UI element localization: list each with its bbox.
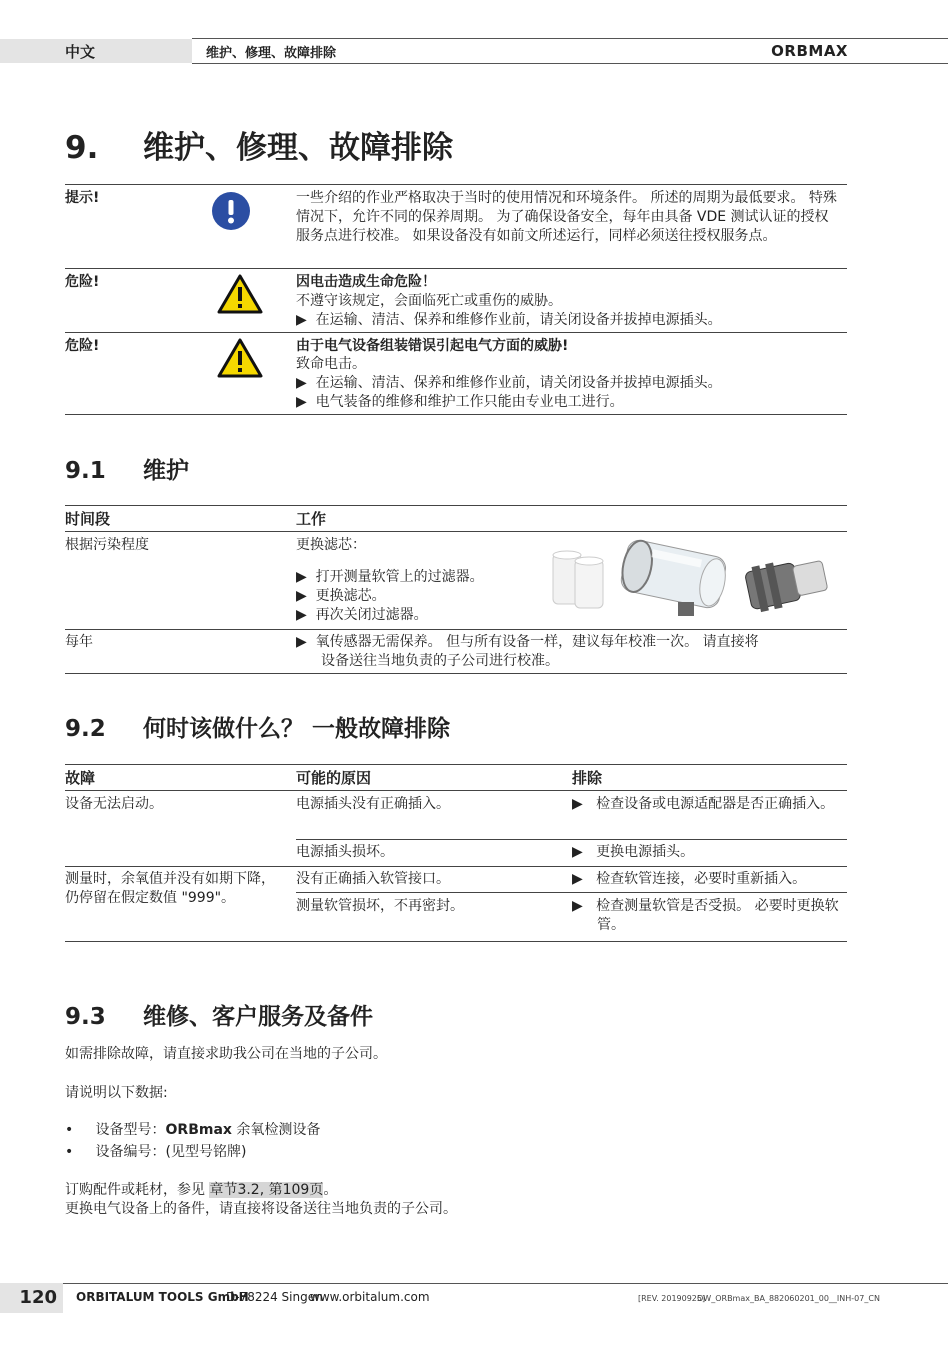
section-heading: 9.3 维修、客户服务及备件 xyxy=(65,1004,373,1030)
remedy-cell: ▶ 检查软管连接，必要时重新插入。 xyxy=(572,871,807,887)
language-label: 中文 xyxy=(65,43,96,61)
divider xyxy=(65,505,847,506)
divider xyxy=(65,414,847,415)
column-header: 可能的原因 xyxy=(296,769,372,787)
work-step-continued: 设备送往当地负责的子公司进行校准。 xyxy=(321,653,559,669)
danger-title: 因电击造成生命危险！ xyxy=(296,274,436,290)
work-step: ▶ 打开测量软管上的过滤器。 xyxy=(296,569,484,585)
divider xyxy=(65,531,847,532)
footer-address: D-78224 Singen xyxy=(226,1290,323,1304)
service-intro: 如需排除故障，请直接求助我公司在当地的子公司。 xyxy=(65,1046,387,1062)
hint-text: 一些介绍的作业严格取决于当时的使用情况和环境条件。 所述的周期为最低要求。 特殊情况下，允许不同的保养周期。 为了确保设备安全，每年由具备 VDE 测试认证的授权服务点进行校准。 如果设备没有如前文所述运行，同样必须送往授权服务点。 xyxy=(296,190,837,244)
divider xyxy=(65,268,847,269)
electrical-parts-text: 更换电气设备上的备件，请直接将设备送往当地负责的子公司。 xyxy=(65,1201,457,1217)
hint-label: 提示! xyxy=(65,190,100,206)
list-item: • 设备型号：ORBmax 余氧检测设备 xyxy=(65,1122,321,1138)
footer-rule xyxy=(63,1283,948,1284)
danger-step: ▶ 电气装备的维修和维护工作只能由专业电工进行。 xyxy=(296,394,624,410)
divider xyxy=(296,892,847,893)
divider xyxy=(65,332,847,333)
cause-cell: 电源插头没有正确插入。 xyxy=(296,796,450,812)
work-step: ▶ 再次关闭过滤器。 xyxy=(296,607,428,623)
danger-title: 由于电气设备组装错误引起电气方面的威胁! xyxy=(296,338,569,354)
danger-text: 不遵守该规定，会面临死亡或重伤的威胁。 xyxy=(296,293,562,309)
service-prompt: 请说明以下数据: xyxy=(65,1085,168,1101)
header-rule-top xyxy=(192,38,948,39)
danger-text: 致命电击。 xyxy=(296,356,366,372)
language-tab xyxy=(0,39,192,63)
period-cell: 每年 xyxy=(65,634,93,650)
divider xyxy=(65,629,847,630)
list-item: • 设备编号：(见型号铭牌) xyxy=(65,1144,247,1160)
cause-cell: 电源插头损坏。 xyxy=(296,844,394,860)
footer-url: www.orbitalum.com xyxy=(310,1290,430,1304)
footer-revision: [REV. 20190925] xyxy=(638,1294,706,1303)
chapter-number: 9. xyxy=(65,130,99,166)
section-heading: 9.1 维护 xyxy=(65,458,189,484)
remedy-cell: ▶ 检查设备或电源适配器是否正确插入。 xyxy=(572,796,835,812)
divider xyxy=(65,764,847,765)
page-number: 120 xyxy=(19,1287,57,1308)
cause-cell: 测量软管损坏，不再密封。 xyxy=(296,898,464,914)
work-step: ▶ 氧传感器无需保养。 但与所有设备一样，建议每年校准一次。 请直接将 xyxy=(296,634,759,650)
footer-company: ORBITALUM TOOLS GmbH xyxy=(76,1290,249,1304)
divider xyxy=(65,790,847,791)
column-header: 时间段 xyxy=(65,510,111,528)
warning-icon xyxy=(217,338,263,378)
chapter-reference-link[interactable]: 章节3.2, 第109页 xyxy=(209,1182,324,1198)
column-header: 排除 xyxy=(572,769,603,787)
footer-document-id: OW_ORBmax_BA_882060201_00__INH-07_CN xyxy=(697,1294,880,1303)
column-header: 故障 xyxy=(65,769,96,787)
work-step: ▶ 更换滤芯。 xyxy=(296,588,386,604)
header-rule-bottom xyxy=(192,63,948,64)
remedy-cell: ▶ 检查测量软管是否受损。 必要时更换软管。 xyxy=(572,898,839,933)
chapter-heading xyxy=(65,122,453,167)
divider xyxy=(65,866,847,867)
danger-step: ▶ 在运输、清洁、保养和维修作业前，请关闭设备并拔掉电源插头。 xyxy=(296,375,722,391)
header-brand: ORBMAX xyxy=(771,42,848,60)
column-header: 工作 xyxy=(296,510,327,528)
header-section-title: 维护、修理、故障排除 xyxy=(206,46,337,61)
remedy-cell: ▶ 更换电源插头。 xyxy=(572,844,695,860)
filter-image xyxy=(548,536,838,628)
divider xyxy=(65,673,847,674)
info-icon xyxy=(212,192,250,230)
period-cell: 根据污染程度 xyxy=(65,537,149,553)
divider xyxy=(65,184,847,185)
cause-cell: 没有正确插入软管接口。 xyxy=(296,871,450,887)
danger-step: ▶ 在运输、清洁、保养和维修作业前，请关闭设备并拔掉电源插头。 xyxy=(296,312,722,328)
divider xyxy=(296,839,847,840)
page-number-tab xyxy=(0,1283,63,1313)
order-text: 订购配件或耗材，参见 章节3.2, 第109页。 xyxy=(65,1182,338,1198)
divider xyxy=(65,941,847,942)
fault-cell: 设备无法启动。 xyxy=(65,796,163,812)
work-cell: 更换滤芯： xyxy=(296,537,366,553)
warning-icon xyxy=(217,274,263,314)
chapter-title: 维护、修理、故障排除 xyxy=(143,130,453,166)
danger-label: 危险! xyxy=(65,338,100,354)
danger-label: 危险! xyxy=(65,274,100,290)
fault-cell: 测量时，余氧值并没有如期下降，仍停留在假定数值 "999"。 xyxy=(65,871,275,906)
section-heading: 9.2 何时该做什么？ 一般故障排除 xyxy=(65,716,451,742)
